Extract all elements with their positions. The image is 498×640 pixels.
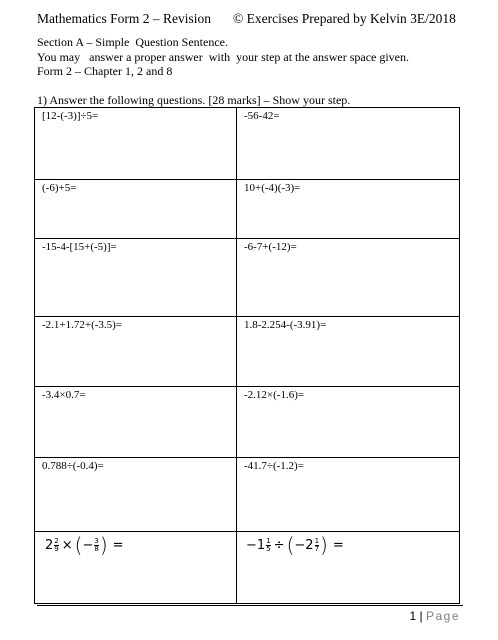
problem-4: 10+(-4)(-3)=: [244, 182, 301, 194]
problem-3: (-6)+5=: [42, 182, 77, 194]
whole-part: 2: [305, 537, 314, 553]
sign: −: [294, 537, 306, 553]
answer-cell-8[interactable]: [237, 317, 459, 387]
answer-cell-11[interactable]: [35, 458, 237, 532]
document-header: [37, 11, 477, 27]
problem-6: -6-7+(-12)=: [244, 241, 297, 253]
answer-cell-7[interactable]: [35, 317, 237, 387]
answer-cell-9[interactable]: [35, 387, 237, 458]
fraction: 3 8: [94, 536, 99, 553]
page-footer: [409, 609, 460, 623]
header-credit: © Exercises Prepared by Kelvin 3E/2018: [233, 11, 456, 26]
paren-close: ): [99, 533, 108, 557]
answer-cell-4[interactable]: [237, 180, 459, 239]
paren-open: (: [74, 533, 83, 557]
problem-9: -3.4×0.7=: [42, 389, 86, 401]
footer-divider: [37, 605, 463, 606]
fraction: 2 9: [54, 536, 59, 553]
page-number: 1: [409, 609, 417, 623]
answer-cell-1[interactable]: [35, 108, 237, 180]
problem-10: -2.12×(-1.6)=: [244, 389, 305, 401]
intro-section: Section A – Simple Question Sentence.: [37, 35, 228, 49]
intro-instruction: You may answer a proper answer with your step at the answer space given.: [37, 49, 410, 64]
problem-5: -15-4-[15+(-5)]=: [42, 241, 117, 253]
problem-2: -56-42=: [244, 110, 280, 122]
answer-cell-13[interactable]: [35, 532, 237, 603]
answer-cell-3[interactable]: [35, 180, 237, 239]
question-title: 1) Answer the following questions. [28 marks] – Show your step.: [37, 93, 351, 107]
equals: =: [112, 537, 124, 553]
operator: ×: [61, 537, 73, 553]
problem-13: [45, 535, 124, 555]
sign: −: [82, 537, 94, 553]
answer-grid: [34, 107, 460, 604]
answer-cell-5[interactable]: [35, 239, 237, 317]
problem-8: 1.8-2.254-(-3.91)=: [244, 319, 327, 331]
answer-cell-14[interactable]: [237, 532, 459, 603]
paren-close: ): [320, 533, 328, 557]
problem-1: [12-(-3)]÷5=: [42, 110, 99, 122]
whole-part: 2: [45, 537, 54, 553]
fraction: 1 5: [266, 536, 271, 553]
header-title: Mathematics Form 2 – Revision: [37, 11, 211, 26]
answer-cell-2[interactable]: [237, 108, 459, 180]
problem-11: 0.788÷(-0.4)=: [42, 460, 104, 472]
paren-open: (: [286, 533, 295, 557]
problem-14: [246, 535, 344, 555]
footer-separator: |: [419, 609, 423, 623]
answer-cell-12[interactable]: [237, 458, 459, 532]
problem-7: -2.1+1.72+(-3.5)=: [42, 319, 123, 331]
equals: =: [332, 537, 344, 553]
page-label: Page: [425, 609, 460, 623]
intro-block: [37, 35, 409, 79]
answer-cell-10[interactable]: [237, 387, 459, 458]
answer-cell-6[interactable]: [237, 239, 459, 317]
fraction: 1 7: [314, 536, 320, 553]
sign: −: [246, 537, 257, 553]
problem-12: -41.7÷(-1.2)=: [244, 460, 304, 472]
intro-chapters: Form 2 – Chapter 1, 2 and 8: [37, 64, 173, 78]
operator: ÷: [273, 537, 285, 553]
whole-part: 1: [256, 537, 266, 553]
